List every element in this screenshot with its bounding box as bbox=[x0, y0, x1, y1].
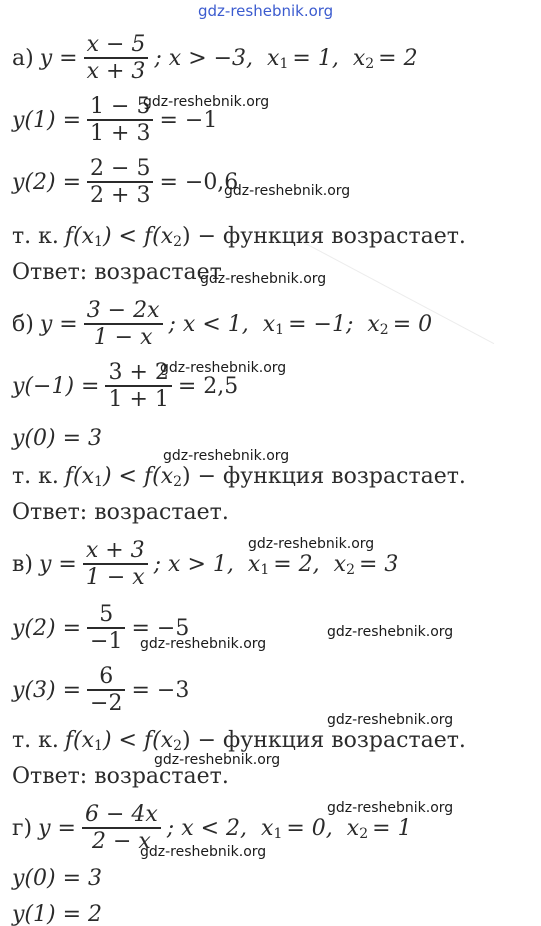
part-v-function: в) y = $\frac{x + 3}{1 - x}$ ; x > 1, x 1 = 2, x 2 = 3 bbox=[12, 537, 399, 590]
part-v-answer: Ответ: возрастает. bbox=[12, 763, 229, 789]
watermark: gdz-reshebnik.org bbox=[327, 624, 454, 640]
part-a-label: а) bbox=[12, 45, 34, 71]
part-a-calc-2: y(2) = $\frac{2 - 5}{2 + 3}$ = −0,6 bbox=[12, 155, 239, 208]
watermark-top: gdz-reshebnik.org bbox=[198, 2, 334, 20]
part-b-label: б) bbox=[12, 311, 34, 337]
watermark: gdz-reshebnik.org bbox=[154, 752, 281, 768]
part-a-calc-1: y(1) = $\frac{1 - 5}{1 + 3}$ = −1 bbox=[12, 93, 218, 146]
part-b-function: б) y = $\frac{3 - 2x}{1 - x}$ ; x < 1, x 1 = −1; x 2 = 0 bbox=[12, 297, 433, 350]
part-v-label: в) bbox=[12, 551, 33, 577]
part-v-conclusion: т. к. f(x 1 ) < f(x 2 ) − функция возрастает. bbox=[12, 727, 466, 754]
watermark: gdz-reshebnik.org bbox=[327, 800, 454, 816]
part-g-label: г) bbox=[12, 815, 33, 841]
watermark: gdz-reshebnik.org bbox=[327, 712, 454, 728]
part-g-calc-1: y(0) = 3 bbox=[12, 865, 103, 891]
watermark: gdz-reshebnik.org bbox=[140, 844, 267, 860]
watermark: gdz-reshebnik.org bbox=[143, 94, 270, 110]
part-g-function: г) y = $\frac{6 - 4x}{2 - x}$ ; x < 2, x 1 = 0, x 2 = 1 bbox=[12, 801, 412, 854]
watermark: gdz-reshebnik.org bbox=[163, 448, 290, 464]
part-b-conclusion: т. к. f(x 1 ) < f(x 2 ) − функция возрастает. bbox=[12, 463, 466, 490]
part-a-conclusion: т. к. f(x 1 ) < f(x 2 ) − функция возрастает. bbox=[12, 223, 466, 250]
part-a-fraction: $\frac{x - 5}{x + 3}$ bbox=[84, 32, 149, 84]
part-b-calc-2: y(0) = 3 bbox=[12, 425, 103, 451]
part-a-answer: Ответ: возрастает bbox=[12, 259, 222, 285]
part-b-calc-1: y(−1) = $\frac{3 + 2}{1 + 1}$ = 2,5 bbox=[12, 359, 239, 412]
part-g-calc-2: y(1) = 2 bbox=[12, 901, 103, 926]
watermark: gdz-reshebnik.org bbox=[160, 360, 287, 376]
part-a-function: а) y = $\frac{x - 5}{x + 3}$ ; x > −3, x 1 = 1, x 2 = 2 bbox=[12, 31, 418, 84]
part-v-calc-2: y(3) = $\frac{6}{-2}$ = −3 bbox=[12, 663, 190, 716]
watermark: gdz-reshebnik.org bbox=[224, 183, 351, 199]
watermark: gdz-reshebnik.org bbox=[248, 536, 375, 552]
watermark: gdz-reshebnik.org bbox=[200, 271, 327, 287]
part-v-calc-1: y(2) = $\frac{5}{-1}$ = −5 bbox=[12, 601, 190, 654]
watermark: gdz-reshebnik.org bbox=[140, 636, 267, 652]
part-b-answer: Ответ: возрастает. bbox=[12, 499, 229, 525]
